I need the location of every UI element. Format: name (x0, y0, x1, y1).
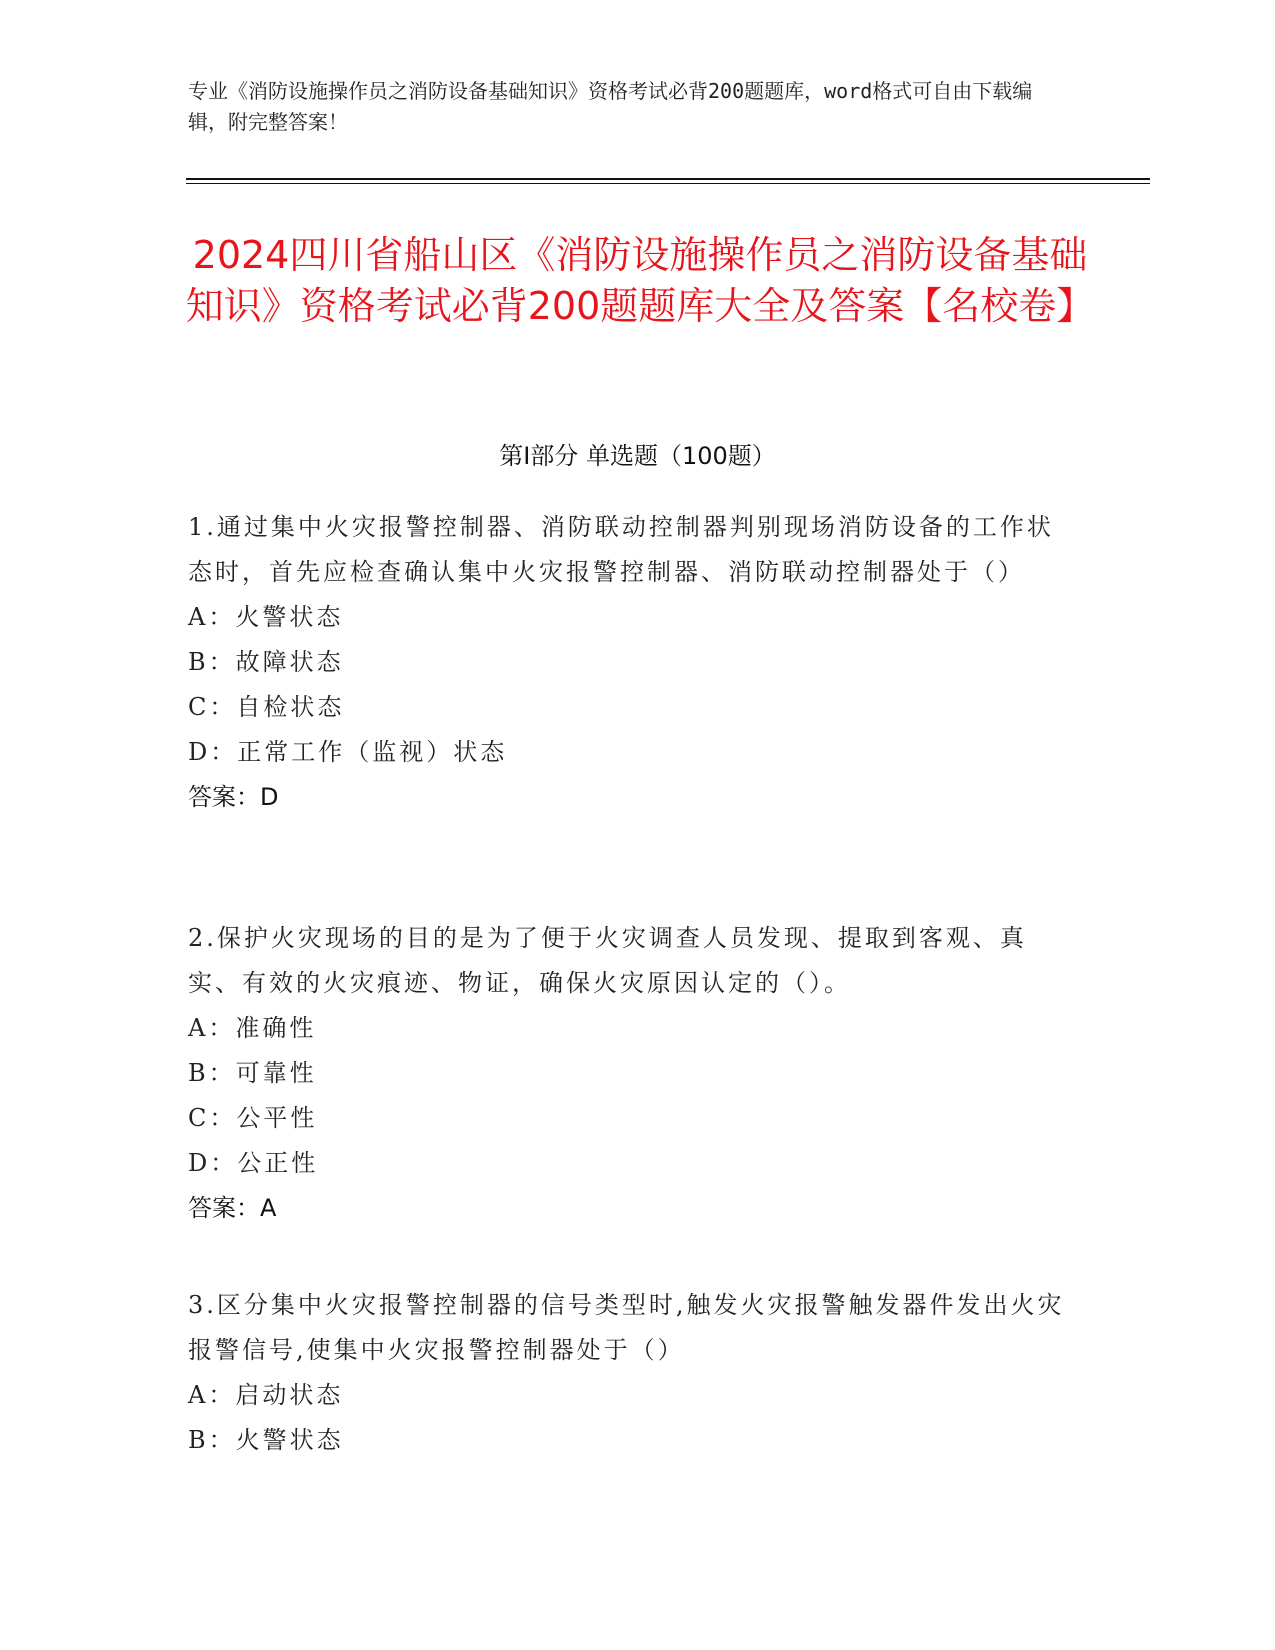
option-a: A：启动状态 (188, 1381, 344, 1409)
document-title: 2024四川省船山区《消防设施操作员之消防设备基础知识》资格考试必背200题题库大全及答案【名校卷】 (185, 233, 1095, 328)
answer: 答案：A (188, 1194, 277, 1222)
header-divider (186, 178, 1150, 180)
page-header: 专业《消防设施操作员之消防设备基础知识》资格考试必背200题题库，word格式可自由下载编辑，附完整答案！ (188, 79, 1033, 134)
question-3 (188, 1283, 1068, 1463)
option-b: B：火警状态 (188, 1426, 344, 1454)
option-c: C：自检状态 (188, 693, 345, 721)
option-a: A：准确性 (188, 1014, 317, 1042)
option-d: D：公正性 (188, 1149, 319, 1177)
question-stem: 3.区分集中火灾报警控制器的信号类型时,触发火灾报警触发器件发出火灾报警信号,使集中火灾报警控制器处于（） (188, 1291, 1065, 1364)
question-stem: 2.保护火灾现场的目的是为了便于火灾调查人员发现、提取到客观、真实、有效的火灾痕迹、物证，确保火灾原因认定的（）。 (188, 924, 1027, 997)
option-c: C：公平性 (188, 1104, 318, 1132)
option-d: D：正常工作（监视）状态 (188, 738, 508, 766)
section-title: 第I部分 单选题（100题） (499, 442, 776, 470)
option-a: A：火警状态 (188, 603, 344, 631)
question-2 (188, 916, 1068, 1231)
option-b: B：可靠性 (188, 1059, 317, 1087)
header-divider-thin (186, 183, 1150, 184)
option-b: B：故障状态 (188, 648, 344, 676)
question-stem: 1.通过集中火灾报警控制器、消防联动控制器判别现场消防设备的工作状态时，首先应检查确认集中火灾报警控制器、消防联动控制器处于（） (188, 513, 1054, 586)
answer: 答案：D (188, 783, 279, 811)
question-1 (188, 505, 1068, 820)
